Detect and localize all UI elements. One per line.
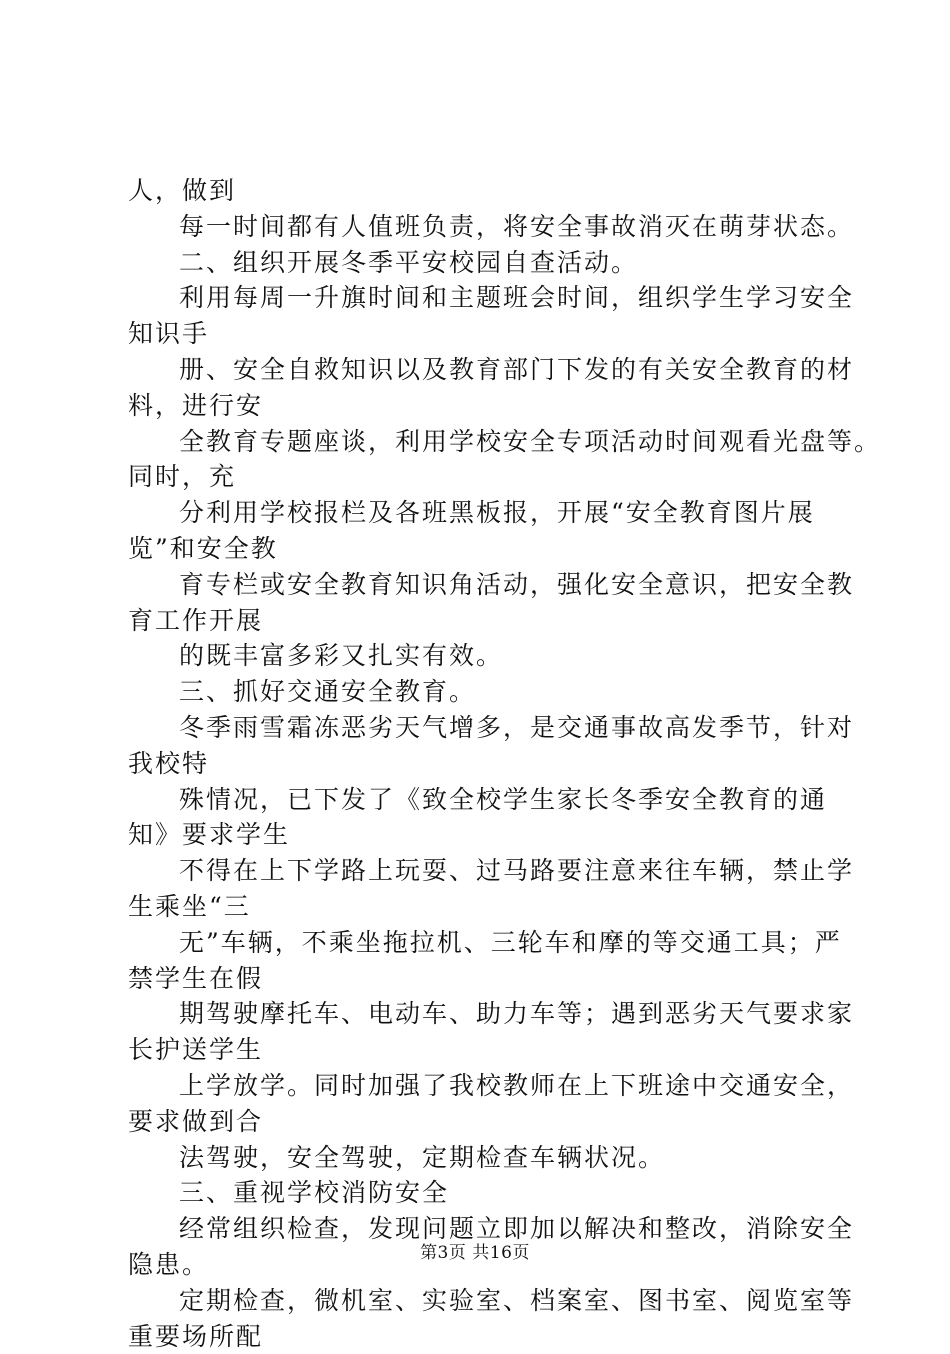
text-line: 法驾驶，安全驾驶，定期检查车辆状况。 [128, 1140, 848, 1176]
text-line: 的既丰富多彩又扎实有效。 [128, 638, 848, 674]
text-line: 上学放学。同时加强了我校教师在上下班途中交通安全， [128, 1068, 848, 1104]
text-line: 无”车辆，不乘坐拖拉机、三轮车和摩的等交通工具；严 [128, 925, 848, 961]
text-line: 人，做到 [128, 173, 848, 209]
page-number-footer: 第3页 共16页 [0, 1242, 950, 1264]
text-line: 同时，充 [128, 459, 848, 495]
text-line: 重要场所配 [128, 1319, 848, 1354]
document-body [128, 173, 848, 1354]
text-line: 我校特 [128, 746, 848, 782]
text-line: 每一时间都有人值班负责，将安全事故消灭在萌芽状态。 [128, 209, 848, 245]
text-line: 经常组织检查，发现问题立即加以解决和整改，消除安全 [128, 1211, 848, 1247]
text-line: 知》要求学生 [128, 817, 848, 853]
text-line: 期驾驶摩托车、电动车、助力车等；遇到恶劣天气要求家 [128, 996, 848, 1032]
text-line: 生乘坐“三 [128, 889, 848, 925]
text-line: 知识手 [128, 316, 848, 352]
text-line: 册、安全自救知识以及教育部门下发的有关安全教育的材 [128, 352, 848, 388]
text-line: 殊情况，已下发了《致全校学生家长冬季安全教育的通 [128, 782, 848, 818]
text-line: 要求做到合 [128, 1104, 848, 1140]
section-heading: 三、重视学校消防安全 [128, 1175, 848, 1211]
text-line: 育工作开展 [128, 603, 848, 639]
text-line: 长护送学生 [128, 1032, 848, 1068]
text-line: 隐患。 [128, 1247, 848, 1283]
text-line: 定期检查，微机室、实验室、档案室、图书室、阅览室等 [128, 1283, 848, 1319]
text-line: 禁学生在假 [128, 961, 848, 997]
text-line: 览”和安全教 [128, 531, 848, 567]
text-line: 分利用学校报栏及各班黑板报，开展“安全教育图片展 [128, 495, 848, 531]
text-line: 二、组织开展冬季平安校园自查活动。 [128, 245, 848, 281]
text-line: 料，进行安 [128, 388, 848, 424]
section-heading: 三、抓好交通安全教育。 [128, 674, 848, 710]
text-line: 利用每周一升旗时间和主题班会时间，组织学生学习安全 [128, 280, 848, 316]
text-line: 全教育专题座谈，利用学校安全专项活动时间观看光盘等。 [128, 424, 848, 460]
text-line: 育专栏或安全教育知识角活动，强化安全意识，把安全教 [128, 567, 848, 603]
text-line: 冬季雨雪霜冻恶劣天气增多，是交通事故高发季节，针对 [128, 710, 848, 746]
text-line: 不得在上下学路上玩耍、过马路要注意来往车辆，禁止学 [128, 853, 848, 889]
